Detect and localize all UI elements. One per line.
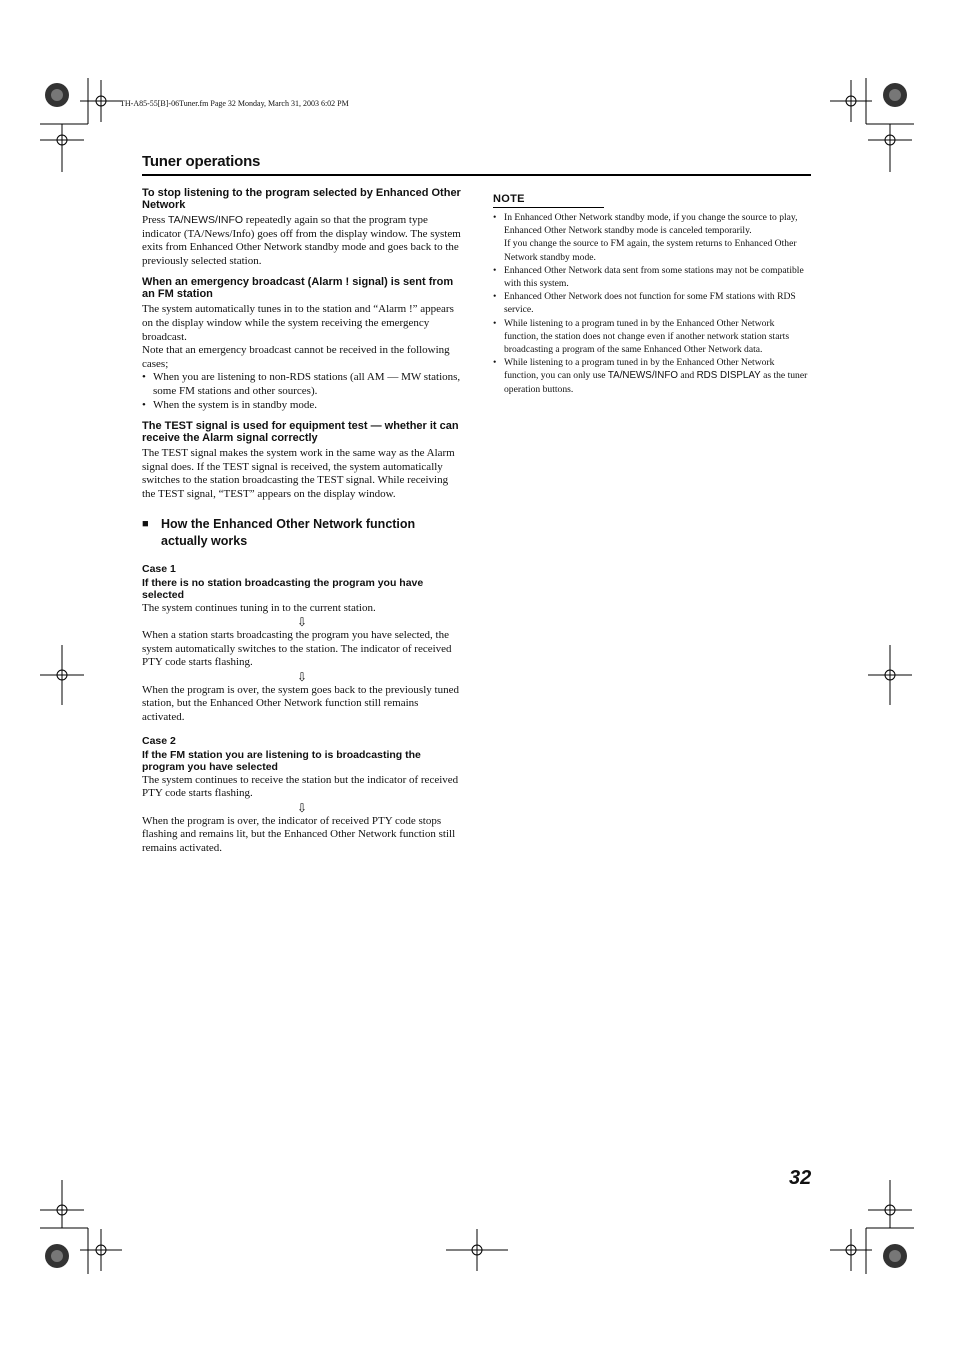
case1-step2: When a station starts broadcasting the program you have selected, the system automatically switches to the station. The indicator of received PTY code starts flashing. <box>142 629 452 669</box>
how-heading-text: How the Enhanced Other Network function actually works <box>161 516 416 548</box>
note-rule <box>493 207 604 208</box>
emergency-p1: The system automatically tunes in to the station and “Alarm !” appears on the display window while the system receiving the emergency broadcast. <box>142 303 454 343</box>
list-item: • Enhanced Other Network data sent from some stations may not be compatible with this system. <box>493 264 811 290</box>
section-rule <box>142 174 811 176</box>
stop-heading: To stop listening to the program selected by Enhanced Other Network <box>142 187 461 211</box>
left-column <box>142 188 462 856</box>
test-heading: The TEST signal is used for equipment test — whether it can receive the Alarm signal correctly <box>142 420 459 444</box>
case2-step1: The system continues to receive the station but the indicator of received PTY code starts flashing. <box>142 773 459 800</box>
ta-news-info-key: TA/NEWS/INFO <box>607 370 678 382</box>
note-b5-pre: While listening to a program tuned in by the Enhanced Other Network function, you can only use <box>504 357 775 382</box>
file-header: TH-A85-55[B]-06Tuner.fm Page 32 Monday, March 31, 2003 6:02 PM <box>120 99 349 108</box>
case1-step1: The system continues tuning in to the current station. <box>142 601 376 614</box>
note-title: NOTE <box>493 193 525 205</box>
case1-label: Case 1 <box>142 562 176 575</box>
stop-text-pre: Press <box>142 214 168 226</box>
list-item: • When the system is in standby mode. <box>142 399 462 413</box>
stop-paragraph <box>142 214 462 268</box>
rds-display-key: RDS DISPLAY <box>696 370 761 382</box>
test-p1: The TEST signal makes the system work in the same way as the Alarm signal does. If the TEST signal is received, the system automatically switches to the station broadcasting the TEST signal. While receiving the TEST signal, “TEST” appears on the display window. <box>142 447 455 500</box>
section-title: Tuner operations <box>142 153 261 170</box>
case2-subheading: If the FM station you are listening to is broadcasting the program you have selected <box>142 748 421 774</box>
note-box <box>493 193 811 396</box>
list-item: • When you are listening to non-RDS stations (all AM — MW stations, some FM stations and other sources). <box>142 371 462 398</box>
note-b5-mid: and <box>677 370 697 382</box>
down-arrow-icon: ⇩ <box>296 615 308 630</box>
emergency-heading: When an emergency broadcast (Alarm ! signal) is sent from an FM station <box>142 276 454 300</box>
note-b1-cont: If you change the source to FM again, the system returns to Enhanced Other Network standby mode. <box>504 238 797 263</box>
list-item <box>493 211 811 264</box>
stop-text-post: repeatedly again so that the program type indicator (TA/News/Info) goes off from the display window. The system exits from Enhanced Other Network standby mode and goes back to the previously selected station. <box>142 214 461 267</box>
down-arrow-icon: ⇩ <box>296 669 308 684</box>
note-b1: In Enhanced Other Network standby mode, if you change the source to play, Enhanced Other Network standby mode is canceled temporarily. <box>504 212 798 237</box>
case2-step2: When the program is over, the indicator of received PTY code stops flashing and remains lit, but the Enhanced Other Network function still remains activated. <box>142 814 456 855</box>
case1-subheading: If there is no station broadcasting the program you have selected <box>142 576 424 601</box>
emergency-bullets <box>142 371 462 412</box>
down-arrow-icon: ⇩ <box>296 800 308 815</box>
note-b5-post: as the tuner operation buttons. <box>504 370 808 395</box>
case1-step3: When the program is over, the system goes back to the previously tuned station, but the Enhanced Other Network function still remains activated. <box>142 683 459 724</box>
section-marker-icon: ■ <box>142 517 149 530</box>
list-item: • While listening to a program tuned in by the Enhanced Other Network function, the station does not change even if another network station starts broadcasting a program of the same Enhanced Other Network data. <box>493 317 811 357</box>
list-item <box>493 356 811 396</box>
page-number: 32 <box>789 1167 812 1189</box>
case2-label: Case 2 <box>142 734 176 747</box>
ta-news-info-key: TA/NEWS/INFO <box>167 214 244 226</box>
how-heading <box>142 516 462 550</box>
list-item: • Enhanced Other Network does not function for some FM stations with RDS service. <box>493 290 811 316</box>
emergency-p2: Note that an emergency broadcast cannot be received in the following cases; <box>142 344 450 370</box>
note-list <box>493 211 811 396</box>
